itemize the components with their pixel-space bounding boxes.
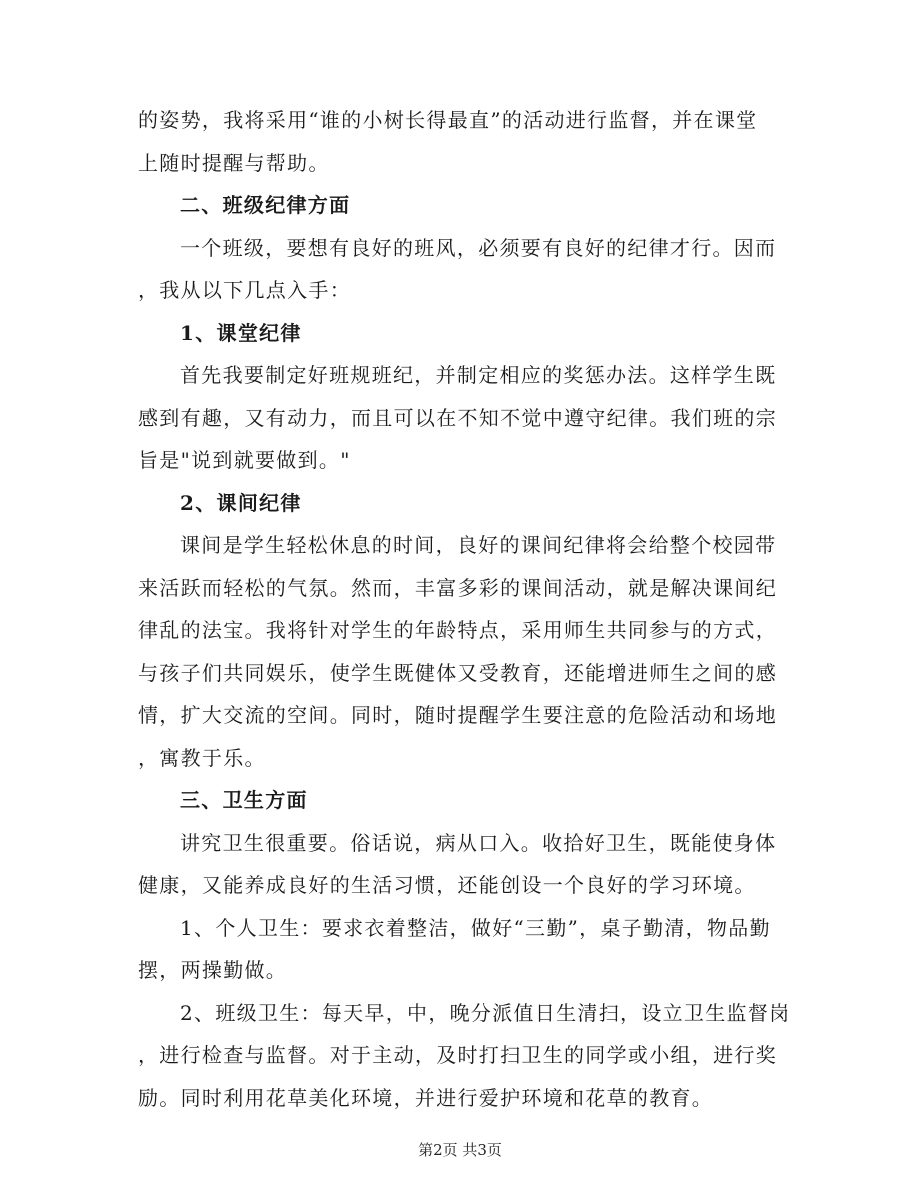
body-line: 的姿势，我将采用“谁的小树长得最直”的活动进行监督，并在课堂 (138, 108, 758, 132)
paragraph-line: 讲究卫生很重要。俗话说，病从口入。收拾好卫生，既能使身体 (180, 830, 777, 855)
body-line: ，进行检查与监督。对于主动，及时打扫卫生的同学或小组，进行奖 (138, 1043, 777, 1068)
paragraph-line: 一个班级，要想有良好的班风，必须要有良好的纪律才行。因而 (180, 235, 777, 260)
body-line: 摆，两操勤做。 (138, 958, 288, 983)
body-line: 与孩子们共同娱乐，使学生既健体又受教育，还能增进师生之间的感 (138, 660, 777, 685)
subheading-classroom-discipline: 1、课堂纪律 (180, 320, 302, 345)
body-line: 上随时提醒与帮助。 (138, 150, 330, 175)
section-heading-hygiene: 三、卫生方面 (180, 788, 308, 813)
body-line: 感到有趣，又有动力，而且可以在不知不觉中遵守纪律。我们班的宗 (138, 405, 777, 430)
body-line: ，寓教于乐。 (138, 745, 266, 770)
body-line: 励。同时利用花草美化环境，并进行爱护环境和花草的教育。 (138, 1086, 714, 1110)
section-heading-discipline: 二、班级纪律方面 (180, 193, 351, 218)
paragraph-line: 首先我要制定好班规班纪，并制定相应的奖惩办法。这样学生既 (180, 363, 777, 388)
body-line: 情，扩大交流的空间。同时，随时提醒学生要注意的危险活动和场地 (138, 703, 777, 728)
page-number-footer: 第2页 共3页 (418, 1141, 502, 1159)
paragraph-line: 课间是学生轻松休息的时间，良好的课间纪律将会给整个校园带 (180, 533, 777, 558)
body-line: 健康，又能养成良好的生活习惯，还能创设一个良好的学习环境。 (138, 873, 756, 898)
body-line: ，我从以下几点入手： (138, 278, 351, 303)
body-line: 来活跃而轻松的气氛。然而，丰富多彩的课间活动，就是解决课间纪 (138, 575, 777, 600)
paragraph-line: 1、个人卫生：要求衣着整洁，做好“三勤”，桌子勤清，物品勤 (180, 915, 771, 940)
paragraph-line: 2、班级卫生：每天早，中，晚分派值日生清扫，设立卫生监督岗 (180, 1000, 791, 1025)
body-line: 律乱的法宝。我将针对学生的年龄特点，采用师生共同参与的方式， (138, 618, 777, 643)
subheading-break-discipline: 2、课间纪律 (180, 490, 302, 515)
body-line: 旨是"说到就要做到。" (138, 448, 351, 473)
